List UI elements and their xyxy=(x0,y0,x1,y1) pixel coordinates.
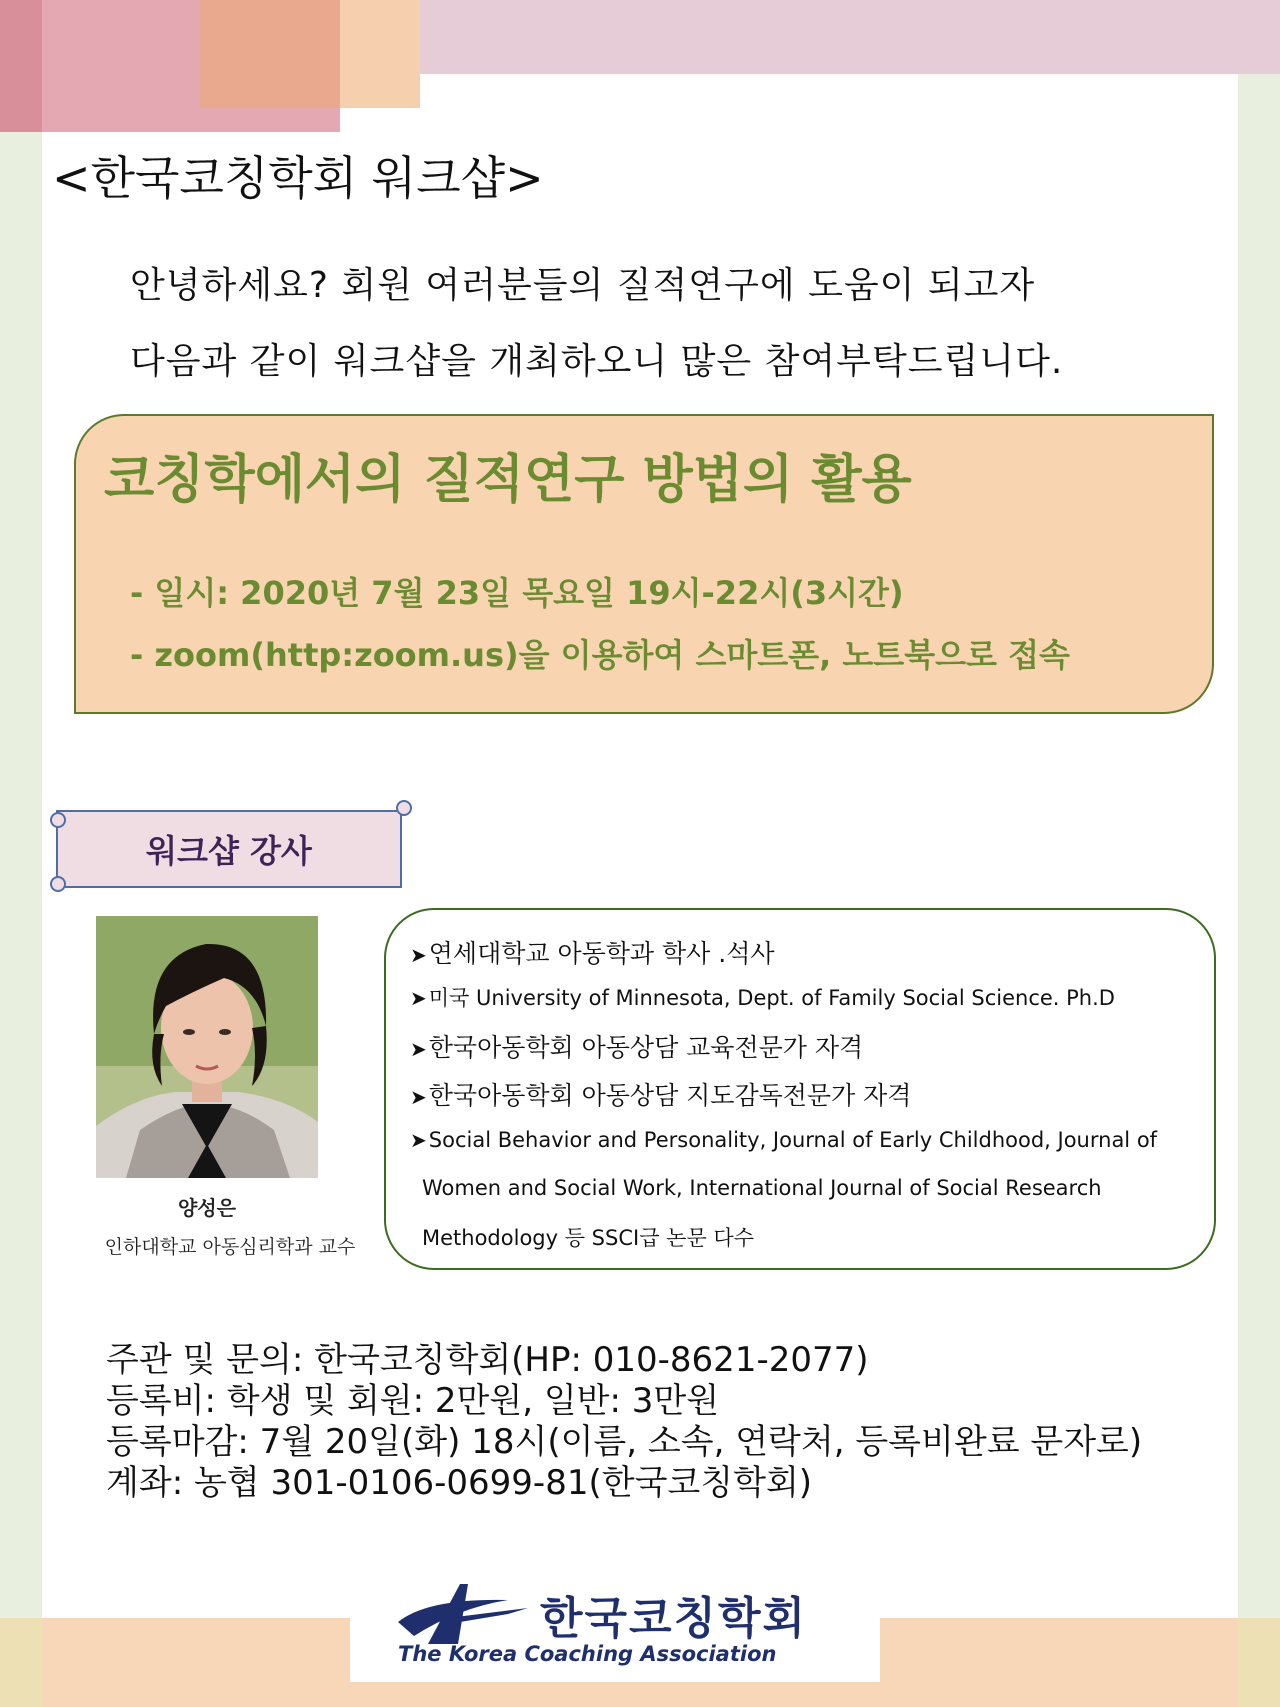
credential-item-continued: Methodology 등 SSCI급 논문 다수 xyxy=(422,1226,754,1250)
intro-line: 다음과 같이 워크샵을 개최하오니 많은 참여부탁드립니다. xyxy=(130,341,1064,382)
credential-item: ➤한국아동학회 아동상담 교육전문가 자격 xyxy=(410,1033,864,1062)
event-title: 코칭학에서의 질적연구 방법의 활용 xyxy=(104,450,912,510)
ribbon-label: 워크샵 강사 xyxy=(56,810,402,888)
bank-account: 계좌: 농협 301-0106-0699-81(한국코칭학회) xyxy=(106,1463,813,1503)
event-datetime: - 일시: 2020년 7월 23일 목요일 19시-22시(3시간) xyxy=(130,574,904,612)
top-decor-block xyxy=(0,0,42,132)
bottom-decor-corner xyxy=(0,1618,42,1707)
top-decor-block xyxy=(200,0,340,108)
right-side-band xyxy=(1238,74,1280,1618)
intro-text xyxy=(130,248,1063,400)
event-access: - zoom(http:zoom.us)을 이용하여 스마트폰, 노트북으로 접속 xyxy=(130,636,1070,674)
association-logo xyxy=(350,1570,880,1682)
intro-line: 안녕하세요? 회원 여러분들의 질적연구에 도움이 되고자 xyxy=(130,265,1036,306)
arrow-bullet-icon: ➤ xyxy=(410,1085,427,1109)
registration-fee: 등록비: 학생 및 회원: 2만원, 일반: 3만원 xyxy=(106,1381,720,1421)
credential-item: ➤한국아동학회 아동상담 지도감독전문가 자격 xyxy=(410,1081,912,1110)
ribbon-curl xyxy=(396,800,412,816)
page-title: <한국코칭학회 워크샵> xyxy=(52,151,544,205)
lecturer-position: 인하대학교 아동심리학과 교수 xyxy=(104,1236,356,1258)
association-emblem-icon xyxy=(388,1578,538,1648)
arrow-bullet-icon: ➤ xyxy=(410,943,427,967)
arrow-bullet-icon: ➤ xyxy=(410,1037,427,1061)
registration-info xyxy=(106,1340,1142,1504)
logo-english-name: The Korea Coaching Association xyxy=(398,1642,777,1666)
ribbon-curl xyxy=(50,876,66,892)
credential-item: ➤미국 University of Minnesota, Dept. of Family Social Science. Ph.D xyxy=(410,986,1115,1010)
lecturer-credentials-box xyxy=(384,908,1216,1270)
credential-item-continued: Women and Social Work, International Journal of Social Research xyxy=(422,1176,1102,1200)
credential-item: ➤Social Behavior and Personality, Journal of Early Childhood, Journal of xyxy=(410,1128,1158,1152)
bottom-decor-corner xyxy=(1238,1618,1280,1707)
event-info-box xyxy=(74,414,1214,714)
host-contact: 주관 및 문의: 한국코칭학회(HP: 010-8621-2077) xyxy=(106,1340,869,1380)
lecturer-photo xyxy=(96,916,318,1178)
logo-korean-name: 한국코칭학회 xyxy=(540,1593,808,1644)
lecturer-name: 양성은 xyxy=(178,1196,236,1220)
ribbon-curl xyxy=(50,812,66,828)
credential-item: ➤연세대학교 아동학과 학사 .석사 xyxy=(410,939,775,968)
registration-deadline: 등록마감: 7월 20일(화) 18시(이름, 소속, 연락처, 등록비완료 문자로) xyxy=(106,1422,1143,1462)
lecturer-portrait-image xyxy=(96,916,318,1178)
arrow-bullet-icon: ➤ xyxy=(410,1128,427,1152)
left-side-band xyxy=(0,132,42,1618)
arrow-bullet-icon: ➤ xyxy=(410,986,427,1010)
lecturer-section-ribbon xyxy=(50,800,410,900)
